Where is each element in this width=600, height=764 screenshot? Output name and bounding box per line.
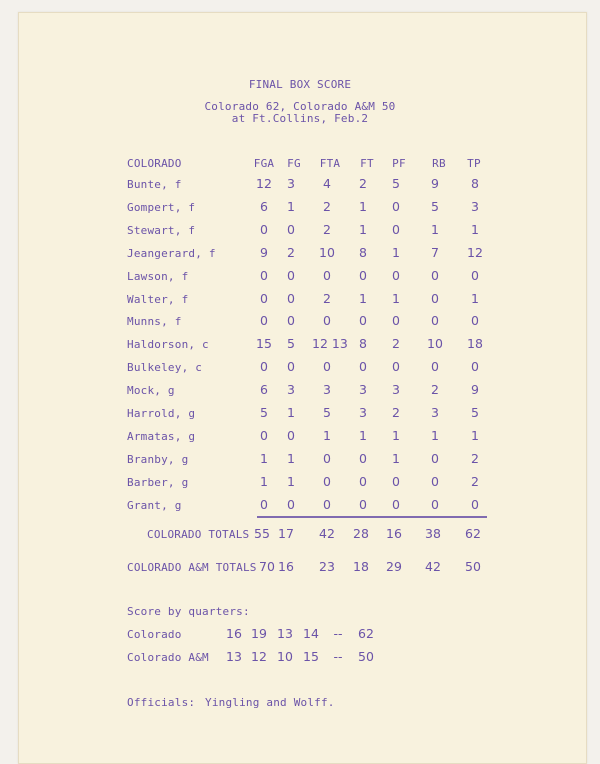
stat-ft: 0 [359,313,367,328]
player-name: Stewart, f [127,224,196,237]
stat-fta: 0 [323,359,331,374]
stat-pf: 1 [392,428,400,443]
stat-pf: 0 [392,222,400,237]
stat-fg: 1 [287,199,295,214]
quarter-4: 14 [303,626,319,641]
player-name: Munns, f [127,315,182,328]
stat-fga: 0 [260,428,268,443]
stat-fta: 4 [323,176,331,191]
totals-rule [257,516,487,518]
stat-fta: 2 [323,222,331,237]
totals-ft: 18 [353,559,369,574]
stat-fga: 1 [260,474,268,489]
stat-fta: 0 [323,451,331,466]
stat-ft: 0 [359,268,367,283]
pf-column-header: PF [392,157,406,170]
stat-tp: 1 [471,291,479,306]
officials-label: Officials: [127,696,196,709]
totals-pf: 29 [386,559,402,574]
stat-rb: 0 [431,497,439,512]
stat-fga: 0 [260,497,268,512]
stat-pf: 0 [392,199,400,214]
player-name: Bulkeley, c [127,361,203,374]
quarters-team: Colorado A&M [127,651,209,664]
stat-rb: 0 [431,451,439,466]
stat-pf: 2 [392,405,400,420]
stat-fg: 0 [287,497,295,512]
stat-fg: 1 [287,405,295,420]
stat-rb: 0 [431,268,439,283]
stat-ft: 2 [359,176,367,191]
quarter-3: 13 [277,626,293,641]
player-name: Armatas, g [127,430,196,443]
stat-ft: 1 [359,291,367,306]
tp-column-header: TP [467,157,481,170]
stat-ft: 1 [359,222,367,237]
stat-fg: 2 [287,245,295,260]
stat-fg: 1 [287,474,295,489]
quarters-team: Colorado [127,628,182,641]
stat-ft: 8 [359,336,367,351]
totals-pf: 16 [386,526,402,541]
stat-pf: 2 [392,336,400,351]
totals-ft: 28 [353,526,369,541]
stat-pf: 5 [392,176,400,191]
stat-fta: 0 [323,313,331,328]
player-name: Barber, g [127,476,189,489]
stat-fg: 0 [287,313,295,328]
stat-pf: 1 [392,451,400,466]
quarters-heading: Score by quarters: [127,605,250,618]
team-column-header: COLORADO [127,157,182,170]
stat-fg: 3 [287,382,295,397]
stat-pf: 1 [392,291,400,306]
quarter-1: 13 [226,649,242,664]
stat-fga: 0 [260,291,268,306]
stat-rb: 1 [431,428,439,443]
matchup-line: Colorado 62, Colorado A&M 50 [204,100,396,113]
stat-tp: 0 [471,313,479,328]
stat-fta: 3 [323,382,331,397]
stat-pf: 0 [392,268,400,283]
stat-rb: 0 [431,359,439,374]
stat-pf: 0 [392,474,400,489]
player-name: Gompert, f [127,201,196,214]
stat-rb: 7 [431,245,439,260]
location-line: at Ft.Collins, Feb.2 [231,112,369,125]
player-name: Harrold, g [127,407,196,420]
stat-fg: 0 [287,359,295,374]
stat-fg: 5 [287,336,295,351]
player-name: Haldorson, c [127,338,209,351]
stat-tp: 3 [471,199,479,214]
page-title: FINAL BOX SCORE [248,78,352,91]
stat-ft: 1 [359,428,367,443]
stat-fga: 6 [260,382,268,397]
totals-fga: 55 [254,526,270,541]
stat-ft: 3 [359,382,367,397]
totals-tp: 50 [465,559,481,574]
stat-fga: 0 [260,268,268,283]
stat-fta: 0 [323,497,331,512]
quarter-final: 62 [358,626,374,641]
stat-rb: 0 [431,313,439,328]
stat-fga: 9 [260,245,268,260]
player-name: Branby, g [127,453,189,466]
stat-fga: 1 [260,451,268,466]
stat-tp: 0 [471,268,479,283]
stat-fga: 0 [260,222,268,237]
stat-fta: 1 [323,428,331,443]
stat-rb: 2 [431,382,439,397]
stat-tp: 18 [467,336,483,351]
quarter-final: 50 [358,649,374,664]
stat-ft: 8 [359,245,367,260]
stat-fta: 0 [323,474,331,489]
player-name: Grant, g [127,499,182,512]
totals-rb: 42 [425,559,441,574]
player-name: Lawson, f [127,270,189,283]
stat-ft: 1 [359,199,367,214]
totals-fta: 23 [319,559,335,574]
stat-pf: 3 [392,382,400,397]
quarter-3: 10 [277,649,293,664]
player-name: Jeangerard, f [127,247,216,260]
stat-rb: 3 [431,405,439,420]
stat-tp: 8 [471,176,479,191]
stat-fga: 15 [256,336,272,351]
stat-fga: 12 [256,176,272,191]
stat-pf: 1 [392,245,400,260]
stat-fg: 0 [287,428,295,443]
fta-column-header: FTA [319,157,341,170]
stat-fg: 3 [287,176,295,191]
stat-fga: 0 [260,313,268,328]
fga-column-header: FGA [253,157,275,170]
stat-tp: 0 [471,359,479,374]
totals-fta: 42 [319,526,335,541]
stat-tp: 2 [471,474,479,489]
stat-tp: 2 [471,451,479,466]
stat-fg: 1 [287,451,295,466]
stat-tp: 1 [471,222,479,237]
stat-ft: 0 [359,474,367,489]
stat-tp: 5 [471,405,479,420]
stat-fta: 2 [323,199,331,214]
quarter-2: 19 [251,626,267,641]
stat-fta: 2 [323,291,331,306]
fg-column-header: FG [287,157,301,170]
stat-fga: 5 [260,405,268,420]
totals-fga: 70 [259,559,275,574]
stat-fta: 12 13 [312,336,348,351]
stat-fta: 5 [323,405,331,420]
stat-ft: 0 [359,359,367,374]
stat-tp: 9 [471,382,479,397]
quarter-dash: -- [333,626,343,641]
stat-ft: 3 [359,405,367,420]
player-name: Walter, f [127,293,189,306]
stat-fg: 0 [287,268,295,283]
stat-rb: 9 [431,176,439,191]
stat-rb: 1 [431,222,439,237]
stat-tp: 12 [467,245,483,260]
quarter-1: 16 [226,626,242,641]
totals-fg: 16 [278,559,294,574]
stat-fg: 0 [287,291,295,306]
stat-rb: 5 [431,199,439,214]
stat-rb: 0 [431,474,439,489]
stat-fg: 0 [287,222,295,237]
totals-tp: 62 [465,526,481,541]
ft-column-header: FT [360,157,374,170]
totals-label: COLORADO A&M TOTALS [127,561,257,574]
stat-rb: 10 [427,336,443,351]
totals-fg: 17 [278,526,294,541]
stat-fta: 10 [319,245,335,260]
player-name: Mock, g [127,384,175,397]
stat-pf: 0 [392,313,400,328]
totals-label: COLORADO TOTALS [147,528,250,541]
stat-ft: 0 [359,451,367,466]
quarter-dash: -- [333,649,343,664]
stat-tp: 1 [471,428,479,443]
stat-fga: 0 [260,359,268,374]
stat-fta: 0 [323,268,331,283]
officials-names: Yingling and Wolff. [205,696,335,709]
quarter-2: 12 [251,649,267,664]
quarter-4: 15 [303,649,319,664]
stat-tp: 0 [471,497,479,512]
rb-column-header: RB [432,157,446,170]
stat-pf: 0 [392,359,400,374]
stat-fga: 6 [260,199,268,214]
stat-ft: 0 [359,497,367,512]
player-name: Bunte, f [127,178,182,191]
stat-rb: 0 [431,291,439,306]
stat-pf: 0 [392,497,400,512]
totals-rb: 38 [425,526,441,541]
